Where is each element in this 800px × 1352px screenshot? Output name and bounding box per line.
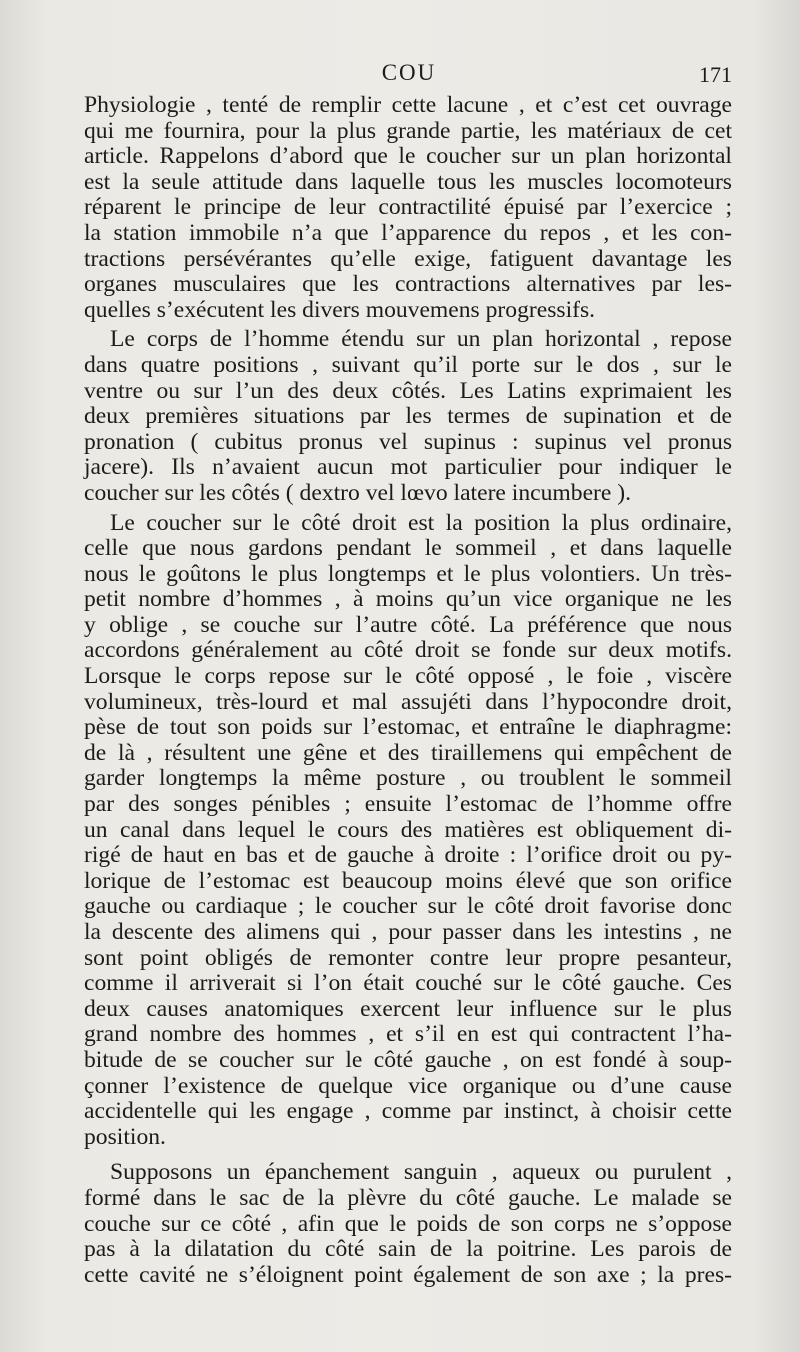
text-line: çonner l’existence de quelque vice organique ou d’une cause xyxy=(84,1072,732,1099)
text-line: coucher sur les côtés ( dextro vel lœvo latere incumbere ). xyxy=(84,479,632,506)
text-line: Le corps de l’homme étendu sur un plan horizontal , repose xyxy=(110,326,732,353)
text-line: celle que nous gardons pendant le sommeil , et dans laquelle xyxy=(84,535,732,562)
page-header xyxy=(84,58,734,92)
text-line: couche sur ce côté , afin que le poids de son corps ne s’oppose xyxy=(84,1210,732,1237)
paragraph xyxy=(84,327,732,506)
text-line: formé dans le sac de la plèvre du côté gauche. Le malade se xyxy=(84,1184,732,1211)
text-line: la station immobile n’a que l’apparence du repos , et les con- xyxy=(84,219,732,246)
text-line: Supposons un épanchement sanguin , aqueux ou purulent , xyxy=(110,1159,732,1186)
text-line: accordons généralement au côté droit se fonde sur deux motifs. xyxy=(84,637,732,664)
text-line: garder longtemps la même posture , ou troublent le sommeil xyxy=(84,765,732,792)
text-line: grand nombre des hommes , et s’il en est qui contractent l’ha- xyxy=(84,1021,732,1048)
text-line: sont point obligés de remonter contre leur propre pesanteur, xyxy=(84,944,732,971)
text-line: est la seule attitude dans laquelle tous les muscles locomoteurs xyxy=(84,168,732,195)
page-number: 171 xyxy=(699,62,732,87)
body-text xyxy=(84,93,732,1288)
text-line: par des songes pénibles ; ensuite l’estomac de l’homme offre xyxy=(84,791,732,818)
text-line: Physiologie , tenté de remplir cette lacune , et c’est cet ouvrage xyxy=(84,92,732,118)
text-line: réparent le principe de leur contractilité épuisé par l’exercice ; xyxy=(84,194,732,221)
paragraph xyxy=(84,1160,732,1288)
text-line: gauche ou cardiaque ; le coucher sur le côté droit favorise donc xyxy=(84,893,732,920)
text-line: deux causes anatomiques exercent leur influence sur le plus xyxy=(84,995,732,1022)
text-line: pronation ( cubitus pronus vel supinus : supinus vel pronus xyxy=(84,428,732,455)
text-line: un canal dans lequel le cours des matières est obliquement di- xyxy=(84,816,732,843)
text-line: qui me fournira, pour la plus grande partie, les matériaux de cet xyxy=(84,117,732,144)
text-line: nous le goûtons le plus longtemps et le plus volontiers. Un très- xyxy=(84,560,732,587)
paragraph xyxy=(84,93,732,323)
text-line: tractions persévérantes qu’elle exige, fatiguent davantage les xyxy=(84,245,732,272)
text-line: deux premières situations par les termes de supination et de xyxy=(84,403,732,430)
running-head: COU xyxy=(381,60,437,85)
text-line: jacere). Ils n’avaient aucun mot particulier pour indiquer le xyxy=(84,454,732,481)
text-line: bitude de se coucher sur le côté gauche , on est fondé à soup- xyxy=(84,1046,732,1073)
text-line: rigé de haut en bas et de gauche à droite : l’orifice droit ou py- xyxy=(84,842,732,869)
text-line: article. Rappelons d’abord que le coucher sur un plan horizontal xyxy=(84,143,732,170)
text-line: dans quatre positions , suivant qu’il porte sur le dos , sur le xyxy=(84,351,732,378)
text-line: petit nombre d’hommes , à moins qu’un vice organique ne les xyxy=(84,586,732,613)
text-line: lorique de l’estomac est beaucoup moins élevé que son orifice xyxy=(84,867,732,894)
text-line: accidentelle qui les engage , comme par instinct, à choisir cette xyxy=(84,1098,732,1125)
text-line: de là , résultent une gêne et des tiraillemens qui empêchent de xyxy=(84,739,732,766)
text-line: Le coucher sur le côté droit est la position la plus ordinaire, xyxy=(110,509,732,536)
text-line: volumineux, très-lourd et mal assujéti dans l’hypocondre droit, xyxy=(84,688,732,715)
text-line: pas à la dilatation du côté sain de la poitrine. Les parois de xyxy=(84,1236,732,1263)
text-line: comme il arriverait si l’on était couché sur le côté gauche. Ces xyxy=(84,970,732,997)
text-line: Lorsque le corps repose sur le côté opposé , le foie , viscère xyxy=(84,663,732,690)
text-line: y oblige , se couche sur l’autre côté. La préférence que nous xyxy=(84,611,732,638)
text-line: position. xyxy=(84,1123,166,1150)
text-line: pèse de tout son poids sur l’estomac, et entraîne le diaphragme: xyxy=(84,714,732,741)
paragraph xyxy=(84,511,732,1151)
text-line: cette cavité ne s’éloignent point également de son axe ; la pres- xyxy=(84,1261,732,1288)
text-line: la descente des alimens qui , pour passer dans les intestins , ne xyxy=(84,919,732,945)
text-line: quelles s’exécutent les divers mouvemens progressifs. xyxy=(84,296,596,323)
text-line: organes musculaires que les contractions alternatives par les- xyxy=(84,271,732,298)
text-line: ventre ou sur l’un des deux côtés. Les Latins exprimaient les xyxy=(84,377,732,404)
